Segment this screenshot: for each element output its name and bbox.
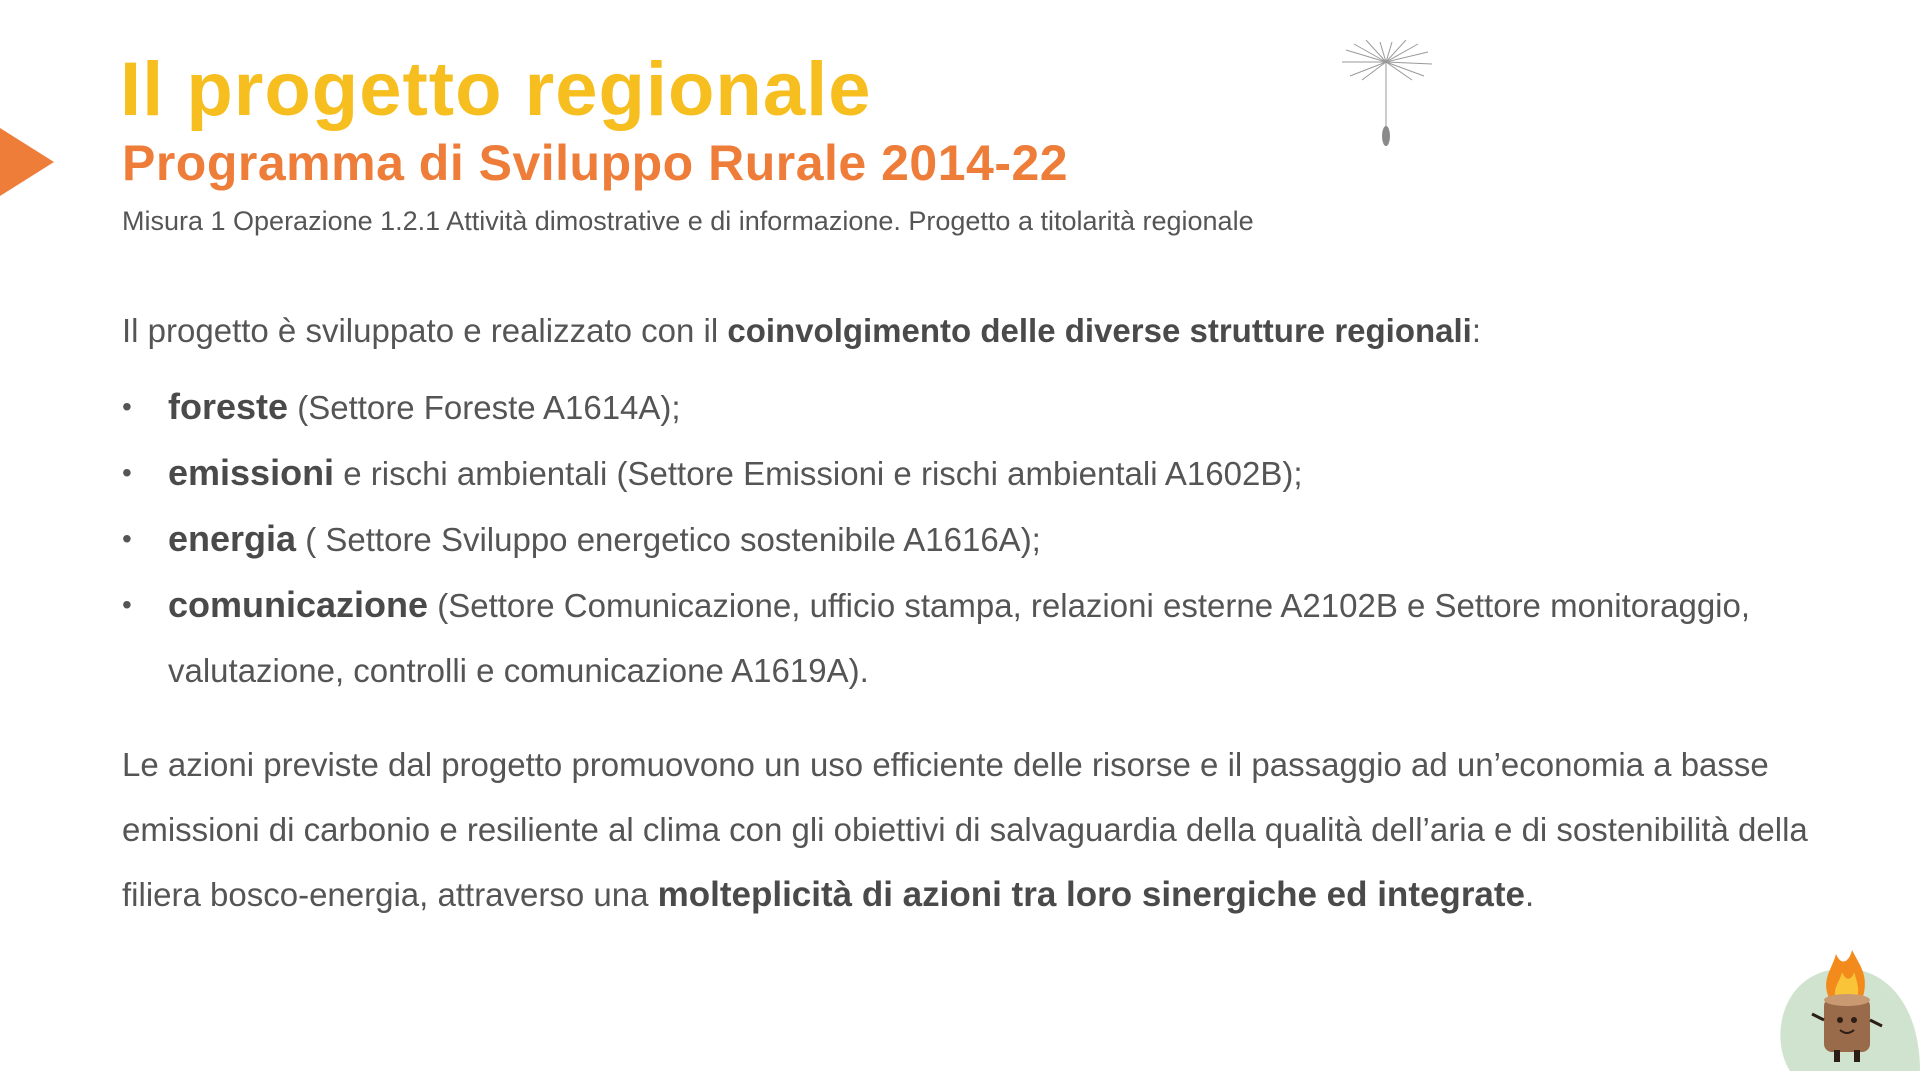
bullet-marker: • — [122, 391, 132, 422]
list-item-text: e rischi ambientali (Settore Emissioni e rischi ambientali A1602B); — [334, 455, 1303, 492]
intro-bold: coinvolgimento delle diverse strutture regionali — [727, 312, 1472, 349]
list-item-keyword: foreste — [168, 386, 289, 427]
list-item-text: (Settore Foreste A1614A); — [288, 389, 681, 426]
list-item — [122, 440, 1842, 506]
dandelion-seed-icon — [1336, 40, 1436, 150]
closing-paragraph — [122, 732, 1842, 927]
log-fire-mascot-icon — [1770, 940, 1920, 1071]
list-item-keyword: comunicazione — [168, 584, 429, 625]
paragraph-text: Le azioni previste dal progetto promuovono un uso efficiente delle risorse e il passaggio ad un’economia a basse emissioni di carbonio e resiliente al clima con gli obiettivi di salvaguardia della qualità dell’aria e di sostenibilità della filiera bosco-energia, attraverso una — [122, 746, 1808, 913]
list-item-text: ( Settore Sviluppo energetico sostenibile A1616A); — [296, 521, 1041, 558]
arrow-right-icon — [0, 128, 54, 196]
list-item — [122, 572, 1842, 703]
intro-suffix: : — [1471, 312, 1482, 349]
bullet-marker: • — [122, 457, 132, 488]
intro-text — [122, 312, 1481, 350]
structures-list — [122, 374, 1842, 703]
bullet-marker: • — [122, 523, 132, 554]
bullet-marker: • — [122, 589, 132, 620]
list-item — [122, 506, 1842, 572]
page-title: Il progetto regionale — [120, 47, 872, 132]
intro-prefix: Il progetto è sviluppato e realizzato con il — [122, 312, 728, 349]
paragraph-bold: molteplicità di azioni tra loro sinergiche ed integrate — [657, 875, 1526, 914]
paragraph-end: . — [1525, 876, 1535, 913]
list-item — [122, 374, 1842, 440]
list-item-keyword: energia — [168, 518, 297, 559]
list-item-text: (Settore Comunicazione, ufficio stampa, relazioni esterne A2102B e Settore monitoraggio, valutazione, controlli e comunicazione A1619A). — [168, 587, 1751, 689]
page-subtitle: Programma di Sviluppo Rurale 2014-22 — [122, 135, 1069, 191]
measure-description: Misura 1 Operazione 1.2.1 Attività dimostrative e di informazione. Progetto a titolarità regionale — [122, 206, 1254, 236]
list-item-keyword: emissioni — [168, 452, 335, 493]
